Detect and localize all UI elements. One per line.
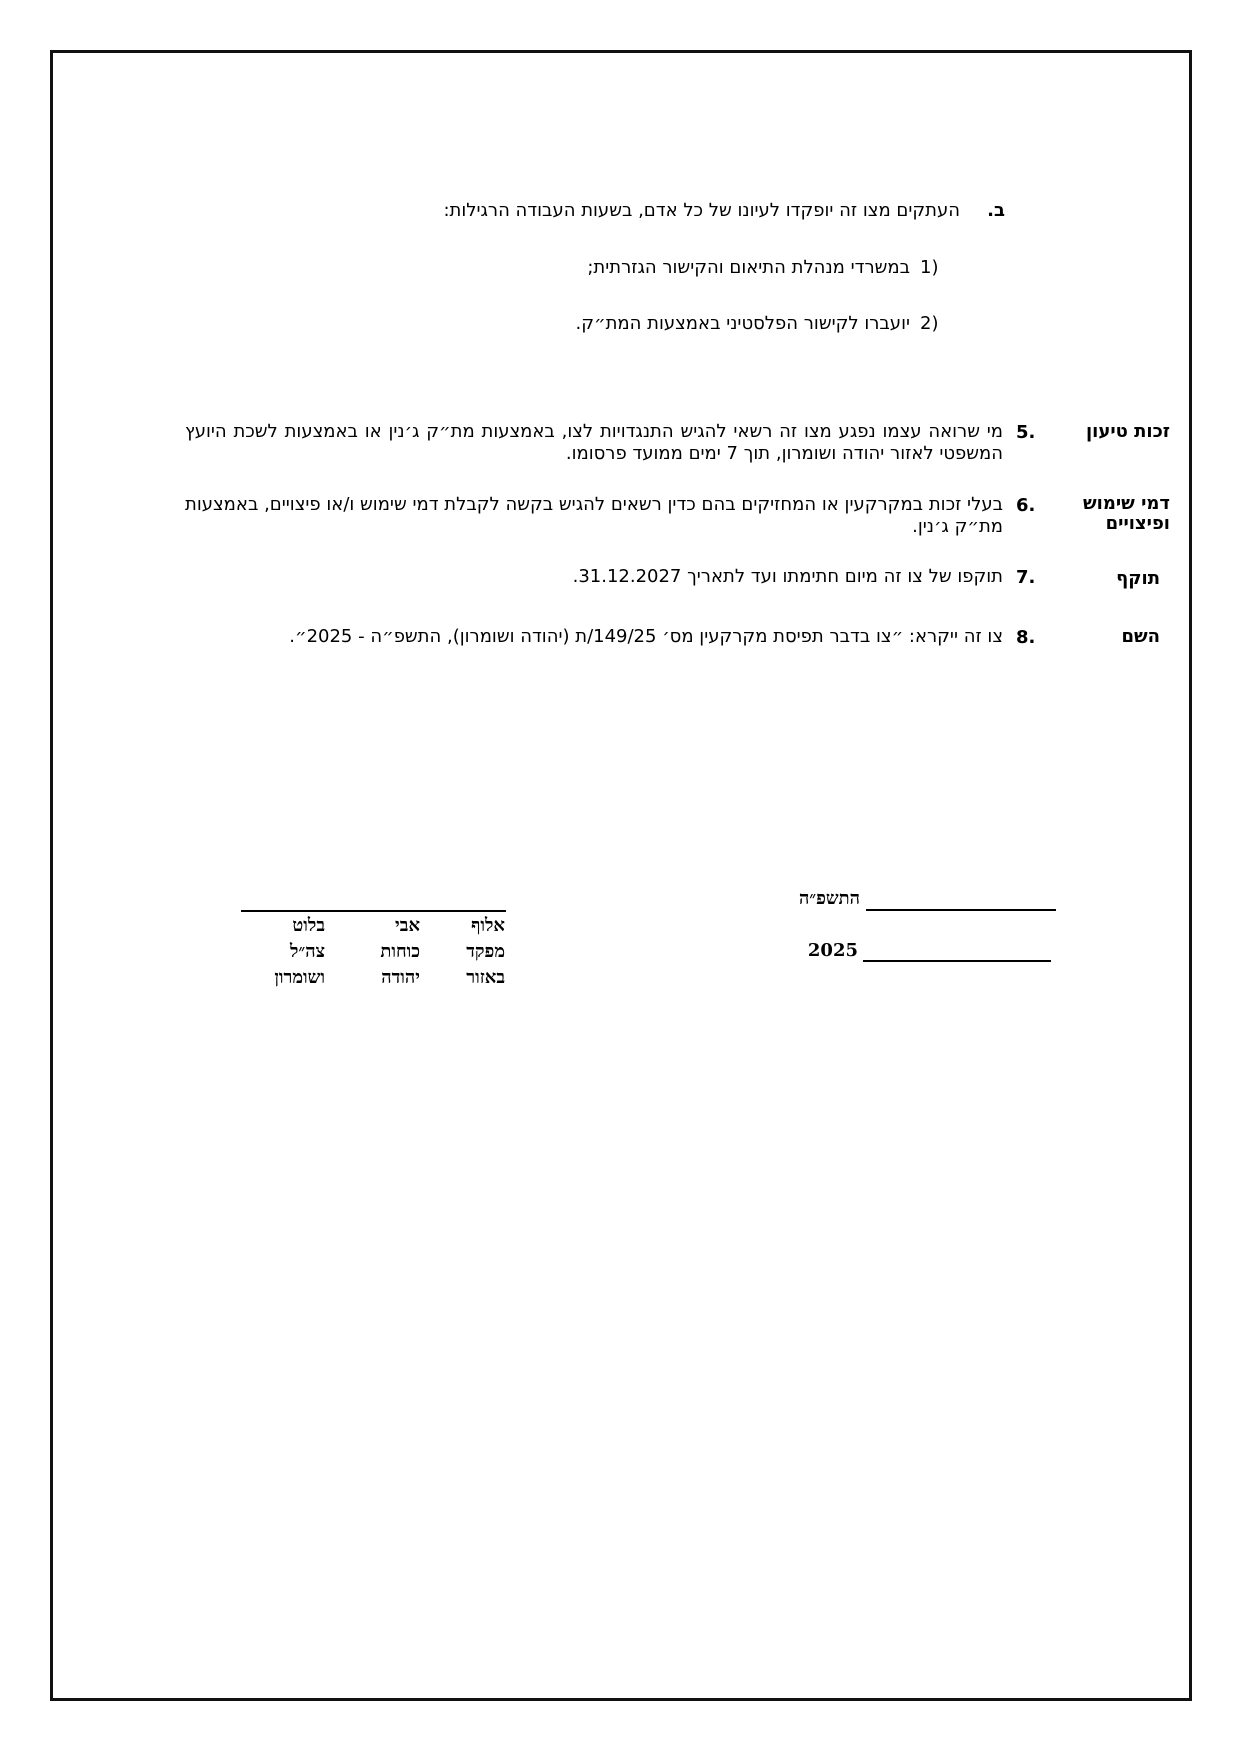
clause-number: 7. bbox=[1016, 567, 1036, 588]
signature-word: אלוף bbox=[471, 915, 505, 936]
signature-word: צה״ל bbox=[289, 941, 325, 962]
hebrew-year: התשפ״ה bbox=[798, 888, 860, 909]
signature-word: יהודה bbox=[381, 967, 420, 988]
list-item-number: 2) bbox=[920, 313, 939, 334]
clause-label: השם bbox=[1121, 626, 1160, 647]
list-item-number: 1) bbox=[920, 257, 939, 278]
signature-word: בלוט bbox=[292, 915, 325, 936]
date-line bbox=[866, 895, 1056, 911]
signature-word: כוחות bbox=[380, 941, 420, 962]
clause-text: מי שרואה עצמו נפגע מצו זה רשאי להגיש התנגדויות לצו, באמצעות מת״ק ג׳נין או באמצעות לשכת היועץ המשפטי לאזור יהודה ושומרון, תוך 7 ימים ממועד פרסומו. bbox=[185, 421, 1003, 464]
clause-label: תוקף bbox=[1116, 568, 1160, 589]
date-line bbox=[863, 946, 1051, 962]
section-b-intro: העתקים מצו זה יופקדו לעיונו של כל אדם, בשעות העבודה הרגילות: bbox=[443, 200, 960, 221]
clause-label: דמי שימוש ופיצויים bbox=[1083, 493, 1170, 534]
clause-number: 8. bbox=[1016, 627, 1036, 648]
gregorian-year: 2025 bbox=[807, 940, 858, 961]
signature-line bbox=[241, 896, 506, 912]
signature-word: ושומרון bbox=[274, 967, 325, 988]
clause-label: זכות טיעון bbox=[1085, 421, 1170, 442]
clause-text: צו זה ייקרא: ״צו בדבר תפיסת מקרקעין מס׳ 149/25/ת (יהודה ושומרון), התשפ״ה - 2025״. bbox=[289, 626, 1003, 647]
clause-text: בעלי זכות במקרקעין או המחזיקים בהם כדין רשאים להגיש בקשה לקבלת דמי שימוש ו/או פיצויים, באמצעות מת״ק ג׳נין. bbox=[185, 494, 1003, 537]
section-b-marker: ב. bbox=[987, 200, 1005, 221]
signature-word: מפקד bbox=[466, 941, 505, 962]
signature-word: באזור bbox=[466, 967, 505, 988]
clause-number: 5. bbox=[1016, 422, 1036, 443]
list-item: במשרדי מנהלת התיאום והקישור הגזרתית; bbox=[587, 257, 910, 278]
clause-number: 6. bbox=[1016, 495, 1036, 516]
signature-word: אבי bbox=[395, 915, 420, 936]
clause-text: תוקפו של צו זה מיום חתימתו ועד לתאריך 31.12.2027. bbox=[572, 566, 1003, 587]
page-border bbox=[50, 50, 1192, 1701]
list-item: יועברו לקישור הפלסטיני באמצעות המת״ק. bbox=[575, 313, 910, 334]
